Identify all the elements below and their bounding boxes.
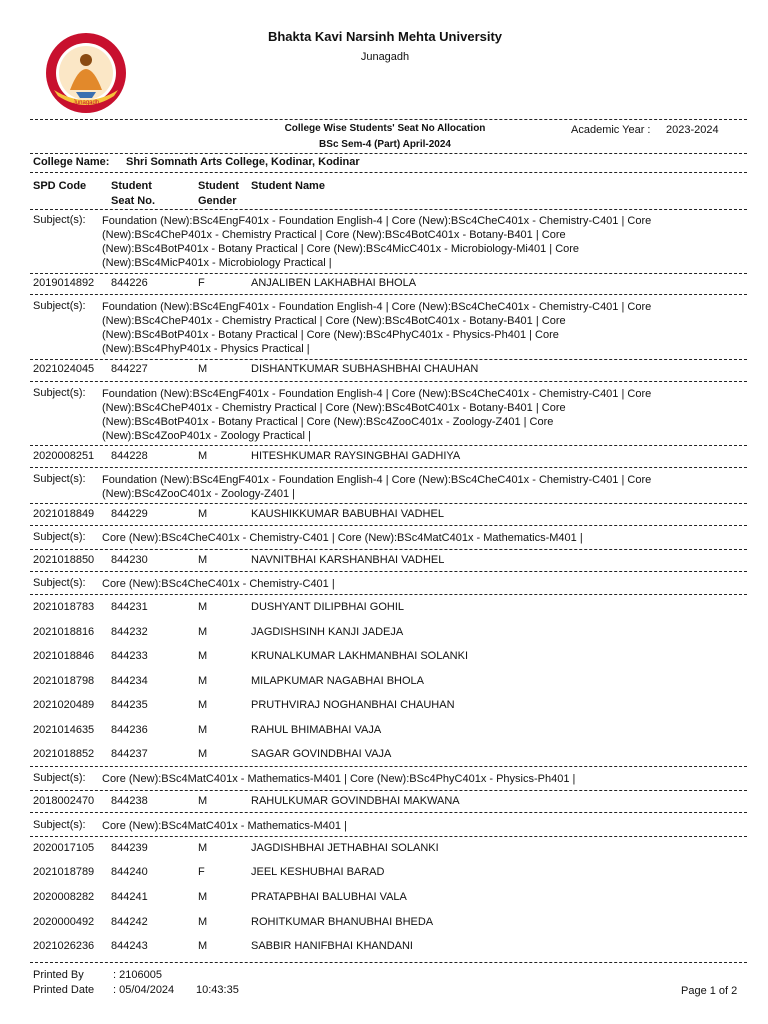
student-gender: M (198, 675, 208, 687)
student-name: RAHULKUMAR GOVINDBHAI MAKWANA (251, 795, 460, 807)
student-seat-no: 844228 (111, 450, 148, 462)
student-name: SABBIR HANIFBHAI KHANDANI (251, 940, 413, 952)
student-spd-code: 2021026236 (33, 940, 95, 952)
student-gender: M (198, 650, 208, 662)
student-name: JAGDISHBHAI JETHABHAI SOLANKI (251, 842, 439, 854)
subject-list: Foundation (New):BSc4EngF401x - Foundation English-4 | Core (New):BSc4CheC401x - Chemistry-C401 | Core (New):BSc4CheP401x - Chemistry Practical | Core (New):BSc4BotC401x - Botany-B401 | Core (New):BSc4BotP401x - Botany Practical | Core (New):BSc4ZooC401x - Zoology-Z401 | Core (New):BSc4ZooP401x - Zoology Practical | (102, 388, 652, 442)
col-gender-line1: Student (198, 180, 239, 192)
col-gender-line2: Gender (198, 195, 237, 207)
divider (30, 153, 747, 154)
divider (30, 359, 747, 360)
student-spd-code: 2021014635 (33, 724, 95, 736)
printed-by-label: Printed By (33, 969, 84, 981)
divider (30, 467, 747, 468)
student-name: SAGAR GOVINDBHAI VAJA (251, 748, 392, 760)
divider (30, 273, 747, 274)
student-seat-no: 844239 (111, 842, 148, 854)
student-gender: M (198, 940, 208, 952)
divider (30, 209, 747, 210)
student-spd-code: 2020008282 (33, 891, 95, 903)
student-seat-no: 844243 (111, 940, 148, 952)
student-seat-no: 844232 (111, 626, 148, 638)
college-label: College Name: (33, 156, 110, 168)
subject-list: Foundation (New):BSc4EngF401x - Foundation English-4 | Core (New):BSc4CheC401x - Chemistry-C401 | Core (New):BSc4ZooC401x - Zoology-Z401 | (102, 474, 652, 500)
printed-by-value: : 2106005 (113, 969, 162, 981)
student-seat-no: 844233 (111, 650, 148, 662)
divider (30, 525, 747, 526)
student-name: PRATAPBHAI BALUBHAI VALA (251, 891, 407, 903)
student-gender: M (198, 842, 208, 854)
printed-date-label: Printed Date (33, 984, 95, 996)
academic-year-label: Academic Year : (571, 124, 651, 136)
student-gender: M (198, 795, 208, 807)
subject-label: Subject(s): (33, 473, 86, 485)
student-spd-code: 2021024045 (33, 363, 95, 375)
student-name: RAHUL BHIMABHAI VAJA (251, 724, 382, 736)
divider (30, 294, 747, 295)
subject-label: Subject(s): (33, 819, 86, 831)
student-gender: M (198, 601, 208, 613)
student-spd-code: 2019014892 (33, 277, 95, 289)
student-name: HITESHKUMAR RAYSINGBHAI GADHIYA (251, 450, 461, 462)
student-seat-no: 844235 (111, 699, 148, 711)
subject-label: Subject(s): (33, 300, 86, 312)
subject-list: Core (New):BSc4MatC401x - Mathematics-M401 | (102, 820, 347, 832)
divider (30, 836, 747, 837)
col-seat-no (111, 179, 155, 209)
divider (30, 571, 747, 572)
student-name: JAGDISHSINH KANJI JADEJA (251, 626, 404, 638)
student-spd-code: 2021018849 (33, 508, 95, 520)
col-student-name: Student Name (251, 180, 325, 192)
student-name: DISHANTKUMAR SUBHASHBHAI CHAUHAN (251, 363, 479, 375)
printed-date-value: : 05/04/2024 (113, 984, 175, 996)
student-spd-code: 2021018850 (33, 554, 95, 566)
page-number: Page 1 of 2 (681, 985, 738, 997)
student-seat-no: 844238 (111, 795, 148, 807)
divider (30, 172, 747, 173)
student-seat-no: 844236 (111, 724, 148, 736)
student-spd-code: 2021018816 (33, 626, 95, 638)
student-seat-no: 844227 (111, 363, 148, 375)
student-spd-code: 2021018846 (33, 650, 95, 662)
col-seat-line1: Student (111, 180, 152, 192)
student-name: KRUNALKUMAR LAKHMANBHAI SOLANKI (251, 650, 468, 662)
university-name: Bhakta Kavi Narsinh Mehta University (267, 29, 503, 44)
subject-label: Subject(s): (33, 577, 86, 589)
student-gender: M (198, 554, 208, 566)
student-name: MILAPKUMAR NAGABHAI BHOLA (251, 675, 424, 687)
student-seat-no: 844234 (111, 675, 148, 687)
student-spd-code: 2021018789 (33, 866, 95, 878)
student-gender: F (198, 277, 205, 289)
student-gender: M (198, 363, 208, 375)
university-logo (40, 30, 132, 116)
student-name: PRUTHVIRAJ NOGHANBHAI CHAUHAN (251, 699, 455, 711)
student-seat-no: 844229 (111, 508, 148, 520)
printed-time-value: 10:43:35 (196, 984, 239, 996)
report-title: College Wise Students' Seat No Allocation (284, 123, 486, 134)
student-name: NAVNITBHAI KARSHANBHAI VADHEL (251, 554, 445, 566)
divider (30, 962, 747, 963)
subject-list: Core (New):BSc4MatC401x - Mathematics-M401 | Core (New):BSc4PhyC401x - Physics-Ph401 | (102, 773, 576, 785)
student-gender: M (198, 724, 208, 736)
student-gender: M (198, 891, 208, 903)
subject-list: Foundation (New):BSc4EngF401x - Foundation English-4 | Core (New):BSc4CheC401x - Chemistry-C401 | Core (New):BSc4CheP401x - Chemistry Practical | Core (New):BSc4BotC401x - Botany-B401 | Core (New):BSc4BotP401x - Botany Practical | Core (New):BSc4MicC401x - Microbiology-Mi401 | Core (New):BSc4MicP401x - Microbiology Practical | (102, 215, 652, 269)
student-gender: M (198, 626, 208, 638)
divider (30, 790, 747, 791)
divider (30, 503, 747, 504)
col-gender (198, 179, 239, 209)
student-spd-code: 2020008251 (33, 450, 95, 462)
student-gender: M (198, 748, 208, 760)
student-spd-code: 2018002470 (33, 795, 95, 807)
student-gender: M (198, 450, 208, 462)
student-name: DUSHYANT DILIPBHAI GOHIL (251, 601, 405, 613)
subject-label: Subject(s): (33, 387, 86, 399)
student-seat-no: 844242 (111, 916, 148, 928)
logo-text: Junagadh (72, 100, 100, 106)
student-gender: M (198, 699, 208, 711)
student-seat-no: 844241 (111, 891, 148, 903)
divider (30, 119, 747, 120)
subject-label: Subject(s): (33, 214, 86, 226)
subject-label: Subject(s): (33, 531, 86, 543)
student-spd-code: 2021018798 (33, 675, 95, 687)
student-seat-no: 844230 (111, 554, 148, 566)
college-name: Shri Somnath Arts College, Kodinar, Kodinar (126, 156, 360, 168)
student-name: ANJALIBEN LAKHABHAI BHOLA (251, 277, 417, 289)
col-seat-line2: Seat No. (111, 195, 156, 207)
student-seat-no: 844231 (111, 601, 148, 613)
col-spd-code: SPD Code (33, 180, 87, 192)
student-seat-no: 844240 (111, 866, 148, 878)
student-spd-code: 2021018783 (33, 601, 95, 613)
subject-list: Foundation (New):BSc4EngF401x - Foundation English-4 | Core (New):BSc4CheC401x - Chemistry-C401 | Core (New):BSc4CheP401x - Chemistry Practical | Core (New):BSc4BotC401x - Botany-B401 | Core (New):BSc4BotP401x - Botany Practical | Core (New):BSc4PhyC401x - Physics-Ph401 | Core (New):BSc4PhyP401x - Physics Practical | (102, 301, 652, 355)
divider (30, 766, 747, 767)
student-spd-code: 2020000492 (33, 916, 95, 928)
student-name: KAUSHIKKUMAR BABUBHAI VADHEL (251, 508, 444, 520)
student-seat-no: 844237 (111, 748, 148, 760)
student-seat-no: 844226 (111, 277, 148, 289)
student-spd-code: 2021018852 (33, 748, 95, 760)
university-city: Junagadh (360, 51, 410, 63)
subject-label: Subject(s): (33, 772, 86, 784)
student-name: ROHITKUMAR BHANUBHAI BHEDA (251, 916, 434, 928)
student-gender: M (198, 508, 208, 520)
student-spd-code: 2020017105 (33, 842, 95, 854)
student-spd-code: 2021020489 (33, 699, 95, 711)
divider (30, 594, 747, 595)
subject-list: Core (New):BSc4CheC401x - Chemistry-C401 | (102, 578, 335, 590)
student-gender: M (198, 916, 208, 928)
exam-title: BSc Sem-4 (Part) April-2024 (319, 139, 451, 150)
academic-year-value: 2023-2024 (666, 124, 719, 136)
divider (30, 381, 747, 382)
student-gender: F (198, 866, 205, 878)
student-name: JEEL KESHUBHAI BARAD (251, 866, 385, 878)
subject-list: Core (New):BSc4CheC401x - Chemistry-C401 | Core (New):BSc4MatC401x - Mathematics-M401 | (102, 532, 583, 544)
divider (30, 445, 747, 446)
divider (30, 549, 747, 550)
divider (30, 812, 747, 813)
